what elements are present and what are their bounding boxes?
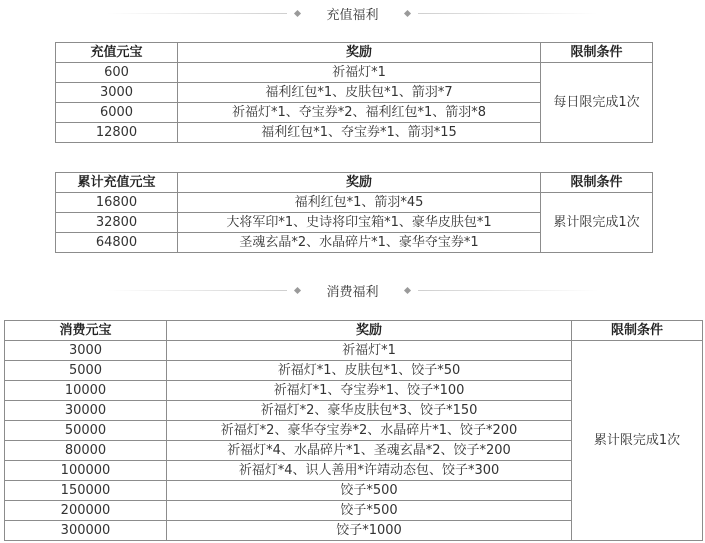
diamond-icon bbox=[294, 286, 301, 293]
table-row bbox=[5, 341, 703, 361]
amount-cell: 300000 bbox=[5, 521, 167, 541]
reward-cell: 饺子*500 bbox=[167, 481, 572, 501]
divider-line bbox=[107, 13, 287, 14]
table-row bbox=[56, 63, 653, 83]
amount-cell: 6000 bbox=[56, 103, 178, 123]
recharge-section-title: 充值福利 bbox=[326, 7, 379, 23]
reward-cell: 祈福灯*1、夺宝券*1、饺子*100 bbox=[167, 381, 572, 401]
amount-cell: 3000 bbox=[56, 83, 178, 103]
table-header-row bbox=[56, 173, 653, 193]
diamond-icon bbox=[403, 286, 410, 293]
amount-cell: 100000 bbox=[5, 461, 167, 481]
condition-cell: 累计限完成1次 bbox=[572, 341, 703, 541]
amount-cell: 200000 bbox=[5, 501, 167, 521]
amount-cell: 600 bbox=[56, 63, 178, 83]
recharge-table bbox=[55, 42, 653, 143]
reward-cell: 祈福灯*4、识人善用*许靖动态包、饺子*300 bbox=[167, 461, 572, 481]
reward-cell: 圣魂玄晶*2、水晶碎片*1、豪华夺宝券*1 bbox=[178, 233, 541, 253]
reward-cell: 福利红包*1、箭羽*45 bbox=[178, 193, 541, 213]
column-header: 奖励 bbox=[178, 43, 541, 63]
diamond-icon bbox=[294, 9, 301, 16]
recharge-section-header bbox=[0, 3, 705, 23]
column-header: 限制条件 bbox=[541, 173, 653, 193]
column-header: 奖励 bbox=[178, 173, 541, 193]
reward-cell: 祈福灯*1、皮肤包*1、饺子*50 bbox=[167, 361, 572, 381]
condition-cell: 累计限完成1次 bbox=[541, 193, 653, 253]
divider-line bbox=[418, 290, 598, 291]
table-row bbox=[56, 193, 653, 213]
divider-line bbox=[418, 13, 598, 14]
reward-cell: 福利红包*1、皮肤包*1、箭羽*7 bbox=[178, 83, 541, 103]
amount-cell: 12800 bbox=[56, 123, 178, 143]
reward-cell: 福利红包*1、夺宝券*1、箭羽*15 bbox=[178, 123, 541, 143]
amount-cell: 50000 bbox=[5, 421, 167, 441]
reward-cell: 大将军印*1、史诗将印宝箱*1、豪华皮肤包*1 bbox=[178, 213, 541, 233]
amount-cell: 32800 bbox=[56, 213, 178, 233]
divider-line bbox=[107, 290, 287, 291]
reward-cell: 祈福灯*1 bbox=[167, 341, 572, 361]
reward-cell: 祈福灯*4、水晶碎片*1、圣魂玄晶*2、饺子*200 bbox=[167, 441, 572, 461]
amount-cell: 5000 bbox=[5, 361, 167, 381]
column-header: 累计充值元宝 bbox=[56, 173, 178, 193]
amount-cell: 3000 bbox=[5, 341, 167, 361]
condition-cell: 每日限完成1次 bbox=[541, 63, 653, 143]
amount-cell: 64800 bbox=[56, 233, 178, 253]
reward-cell: 祈福灯*1、夺宝券*2、福利红包*1、箭羽*8 bbox=[178, 103, 541, 123]
table-header-row bbox=[5, 321, 703, 341]
amount-cell: 16800 bbox=[56, 193, 178, 213]
amount-cell: 150000 bbox=[5, 481, 167, 501]
reward-cell: 饺子*500 bbox=[167, 501, 572, 521]
consume-section-header bbox=[0, 280, 705, 300]
reward-cell: 祈福灯*2、豪华皮肤包*3、饺子*150 bbox=[167, 401, 572, 421]
column-header: 充值元宝 bbox=[56, 43, 178, 63]
amount-cell: 10000 bbox=[5, 381, 167, 401]
consume-table bbox=[4, 320, 703, 541]
column-header: 限制条件 bbox=[541, 43, 653, 63]
cumulative-recharge-table bbox=[55, 172, 653, 253]
amount-cell: 80000 bbox=[5, 441, 167, 461]
reward-cell: 饺子*1000 bbox=[167, 521, 572, 541]
consume-section-title: 消费福利 bbox=[326, 284, 379, 300]
diamond-icon bbox=[403, 9, 410, 16]
column-header: 奖励 bbox=[167, 321, 572, 341]
reward-cell: 祈福灯*1 bbox=[178, 63, 541, 83]
amount-cell: 30000 bbox=[5, 401, 167, 421]
column-header: 消费元宝 bbox=[5, 321, 167, 341]
column-header: 限制条件 bbox=[572, 321, 703, 341]
table-header-row bbox=[56, 43, 653, 63]
reward-cell: 祈福灯*2、豪华夺宝券*2、水晶碎片*1、饺子*200 bbox=[167, 421, 572, 441]
